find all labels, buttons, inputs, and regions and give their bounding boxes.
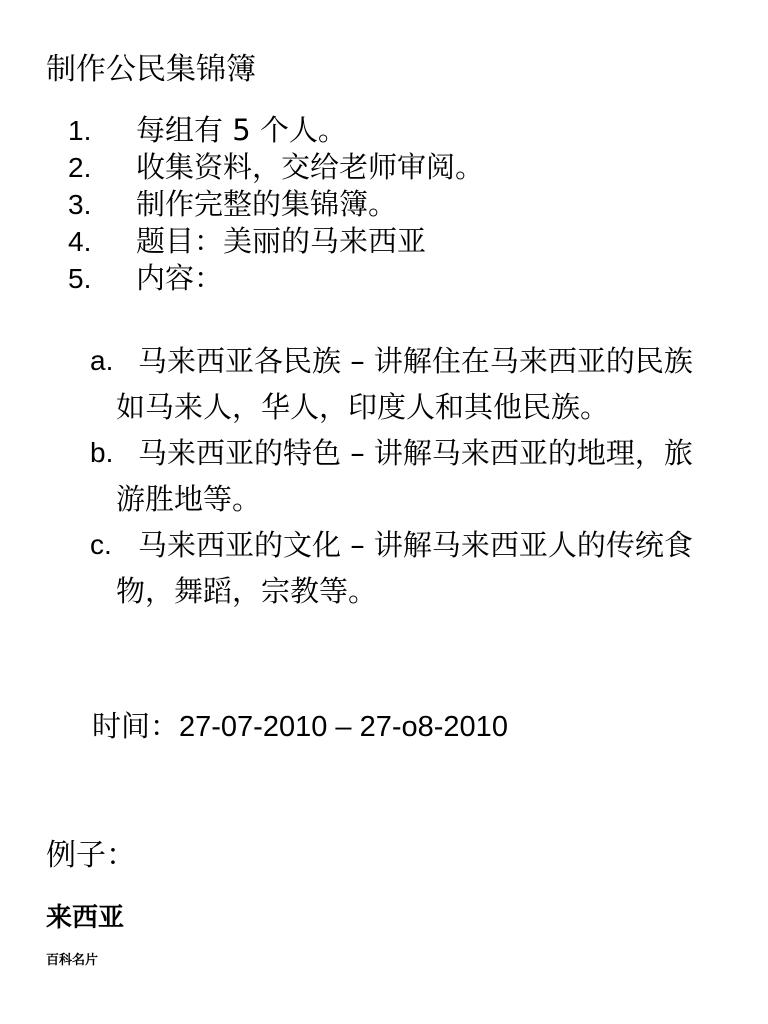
list-item-text: 每组有 5 个人。 [136, 113, 347, 147]
document-title: 制作公民集锦簿 [46, 52, 256, 87]
example-label: 例子： [46, 838, 136, 873]
list-item-number: 4. [68, 226, 92, 257]
list-item-number: 3. [68, 189, 92, 220]
list-item [68, 186, 484, 223]
list-item-number: 2. [68, 152, 92, 183]
example-heading: 来西亚 [46, 903, 125, 933]
time-label: 时间： [92, 709, 180, 743]
example-caption: 百科名片 [46, 953, 99, 968]
content-item-text: 马来西亚各民族 – 讲解住在马来西亚的民族如马来人，华人，印度人和其他民族。 [116, 344, 693, 424]
list-item-text: 制作完整的集锦簿。 [136, 187, 398, 221]
content-item-letter: b. [90, 437, 114, 468]
numbered-list [68, 112, 484, 297]
list-item [68, 149, 484, 186]
content-item [90, 430, 730, 522]
content-item-text: 马来西亚的特色 – 讲解马来西亚的地理，旅游胜地等。 [116, 436, 693, 516]
content-item-letter: a. [90, 345, 114, 376]
list-item-text: 题目：美丽的马来西亚 [136, 224, 427, 258]
list-item-text: 收集资料，交给老师审阅。 [136, 150, 485, 184]
content-item-letter: c. [90, 529, 112, 560]
list-item-number: 5. [68, 263, 92, 294]
content-item [90, 522, 730, 614]
time-value: 27-07-2010 – 27-o8-2010 [179, 711, 508, 743]
content-list [90, 338, 730, 614]
list-item-text: 内容： [136, 261, 224, 295]
content-item-text: 马来西亚的文化 – 讲解马来西亚人的传统食物，舞蹈，宗教等。 [116, 528, 693, 608]
list-item [68, 223, 484, 260]
time-range [92, 706, 508, 747]
list-item [68, 112, 484, 149]
list-item-number: 1. [68, 115, 92, 146]
list-item [68, 260, 484, 297]
content-item [90, 338, 730, 430]
